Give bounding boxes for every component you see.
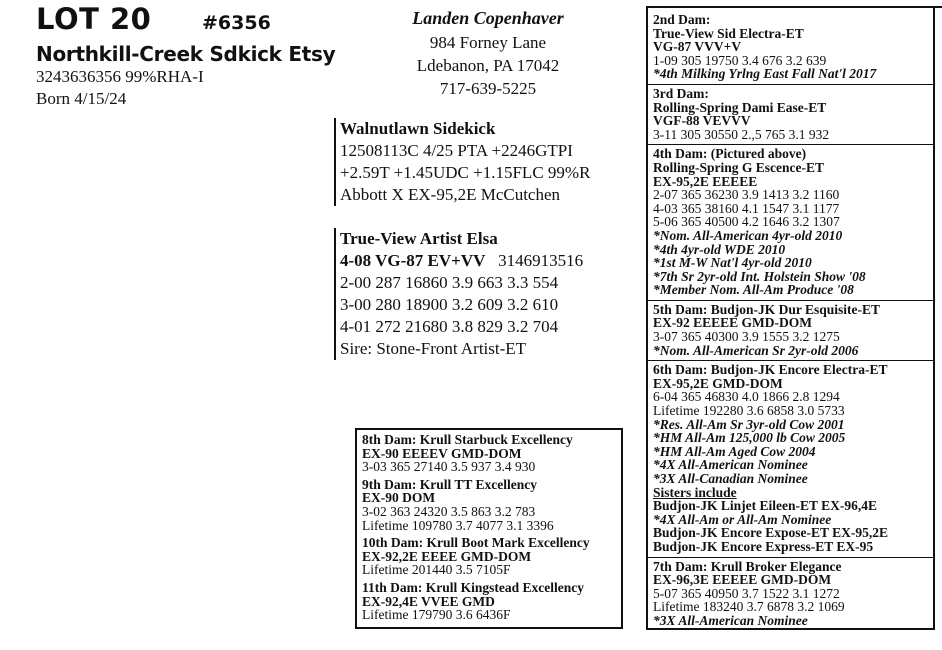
dam6-note: *3X All-Canadian Nominee [653,471,808,486]
animal-name: Northkill-Creek Sdkick Etsy [36,42,336,66]
sire-line-1: 12508113C 4/25 PTA +2246GTPI [340,141,573,160]
dam2-heading: 2nd Dam: [653,12,711,27]
dam9-heading: 9th Dam: Krull TT Excellency [362,476,537,492]
dam4-note: *1st M-W Nat'l 4yr-old 2010 [653,255,812,271]
dam4-heading: 4th Dam: (Pictured above) [653,146,807,162]
divider [648,557,933,558]
dam6-note: *HM All-Am 125,000 lb Cow 2005 [653,430,846,446]
dam2-record: 1-09 305 19750 3.4 676 3.2 639 [653,52,827,68]
dam-block [334,228,583,360]
dam2-name: True-View Sid Electra-ET [653,25,804,41]
dam6-note: *Res. All-Am Sr 3yr-old Cow 2001 [653,416,845,432]
sire-line-2: +2.59T +1.45UDC +1.15FLC 99%R [340,163,591,182]
dam-classification: 4-08 VG-87 EV+VV [340,251,486,270]
lot-number: #6356 [202,12,271,34]
dam2-classification: VG-87 VVV+V [653,39,742,55]
dam9-lifetime: Lifetime 109780 3.7 4077 3.1 3396 [362,517,554,533]
dam4-record: 5-06 365 40500 4.2 1646 3.2 1307 [653,214,840,230]
dam4-record: 2-07 365 36230 3.9 1413 3.2 1160 [653,187,840,203]
dam5-record: 3-07 365 40300 3.9 1555 3.2 1275 [653,329,840,345]
dam4-note: *4th 4yr-old WDE 2010 [653,241,786,257]
dam4-note: *Member Nom. All-Am Produce '08 [653,282,854,298]
dam10-classification: EX-92,2E EEEE GMD-DOM [362,548,532,564]
dam5-note: *Nom. All-American Sr 2yr-old 2006 [653,342,859,358]
sire-line-3: Abbott X EX-95,2E McCutchen [340,185,561,204]
owner-city: Ldebanon, PA 17042 [416,56,560,75]
owner-name: Landen Copenhaver [412,8,564,28]
dam5-classification: EX-92 EEEEE GMD-DOM [653,315,813,331]
divider [648,144,933,145]
sister-entry: Budjon-JK Encore Express-ET EX-95 [653,538,874,554]
sisters-heading: Sisters include [653,484,737,500]
dam6-note: *HM All-Am Aged Cow 2004 [653,443,816,459]
divider [648,360,933,361]
animal-birthdate: Born 4/15/24 [36,89,127,108]
pedigree-box-left [355,428,623,629]
dam4-note: *Nom. All-American 4yr-old 2010 [653,227,843,243]
dam-record: 3-00 280 18900 3.2 609 3.2 610 [340,295,559,314]
dam4-note: *7th Sr 2yr-old Int. Holstein Show '08 [653,268,866,284]
divider [648,84,933,85]
sister-entry: Budjon-JK Linjet Eileen-ET EX-96,4E [653,498,878,514]
dam-name: True-View Artist Elsa [340,229,498,248]
dam11-classification: EX-92,4E VVEE GMD [362,593,495,609]
owner-address: 984 Forney Lane [429,33,547,52]
dam7-record: 5-07 365 40950 3.7 1522 3.1 1272 [653,585,840,601]
dam3-classification: VGF-88 VEVVV [653,113,751,129]
dam-class-row [340,250,583,272]
dam6-record: 6-04 365 46830 4.0 1866 2.8 1294 [653,389,840,405]
dam6-heading: 6th Dam: Budjon-JK Encore Electra-ET [653,362,888,378]
dam3-name: Rolling-Spring Dami Ease-ET [653,99,827,115]
dam3-record: 3-11 305 30550 2.,5 765 3.1 932 [653,126,830,142]
pedigree-box-right [646,6,935,630]
dam10-lifetime: Lifetime 201440 3.5 7105F [362,562,511,578]
dam4-record: 4-03 365 38160 4.1 1547 3.1 1177 [653,200,840,216]
dam8-heading: 8th Dam: Krull Starbuck Excellency [362,432,573,447]
dam9-record: 3-02 363 24320 3.5 863 3.2 783 [362,503,536,519]
dam9-classification: EX-90 DOM [362,490,436,506]
lot-title: LOT 20 [36,2,152,36]
sire-block [334,118,590,206]
sister-note: *4X All-Am or All-Am Nominee [653,511,832,527]
sister-entry: Budjon-JK Encore Expose-ET EX-95,2E [653,525,889,541]
dam7-heading: 7th Dam: Krull Broker Elegance [653,558,842,574]
dam6-note: *4X All-American Nominee [653,457,808,473]
dam11-lifetime: Lifetime 179790 3.6 6436F [362,607,511,623]
divider [648,300,933,301]
dam4-name: Rolling-Spring G Escence-ET [653,159,825,175]
dam5-heading: 5th Dam: Budjon-JK Dur Esquisite-ET [653,301,881,317]
dam-record: 2-00 287 16860 3.9 663 3.3 554 [340,273,559,292]
dam2-note: *4th Milking Yrlng East Fall Nat'l 2017 [653,66,877,82]
owner-phone: 717-639-5225 [439,79,537,98]
dam6-lifetime: Lifetime 192280 3.6 6858 3.0 5733 [653,403,845,419]
dam7-note: *3X All-American Nominee [653,612,808,628]
dam3-heading: 3rd Dam: [653,85,709,101]
dam-sire: Sire: Stone-Front Artist-ET [340,339,527,358]
sire-name: Walnutlawn Sidekick [340,119,496,138]
dam6-classification: EX-95,2E GMD-DOM [653,375,783,391]
dam8-classification: EX-90 EEEEV GMD-DOM [362,445,522,461]
dam4-classification: EX-95,2E EEEEE [653,173,758,189]
dam-record: 4-01 272 21680 3.8 829 3.2 704 [340,317,559,336]
animal-registration: 3243636356 99%RHA-I [36,67,204,86]
dam7-classification: EX-96,3E EEEEE GMD-DOM [653,572,832,588]
dam7-lifetime: Lifetime 183240 3.7 6878 3.2 1069 [653,599,845,615]
dam11-heading: 11th Dam: Krull Kingstead Excellency [362,579,584,595]
dam8-record: 3-03 365 27140 3.5 937 3.4 930 [362,459,536,475]
dam10-heading: 10th Dam: Krull Boot Mark Excellency [362,535,590,551]
dam-registration: 3146913516 [498,251,584,270]
owner-block [376,7,600,100]
